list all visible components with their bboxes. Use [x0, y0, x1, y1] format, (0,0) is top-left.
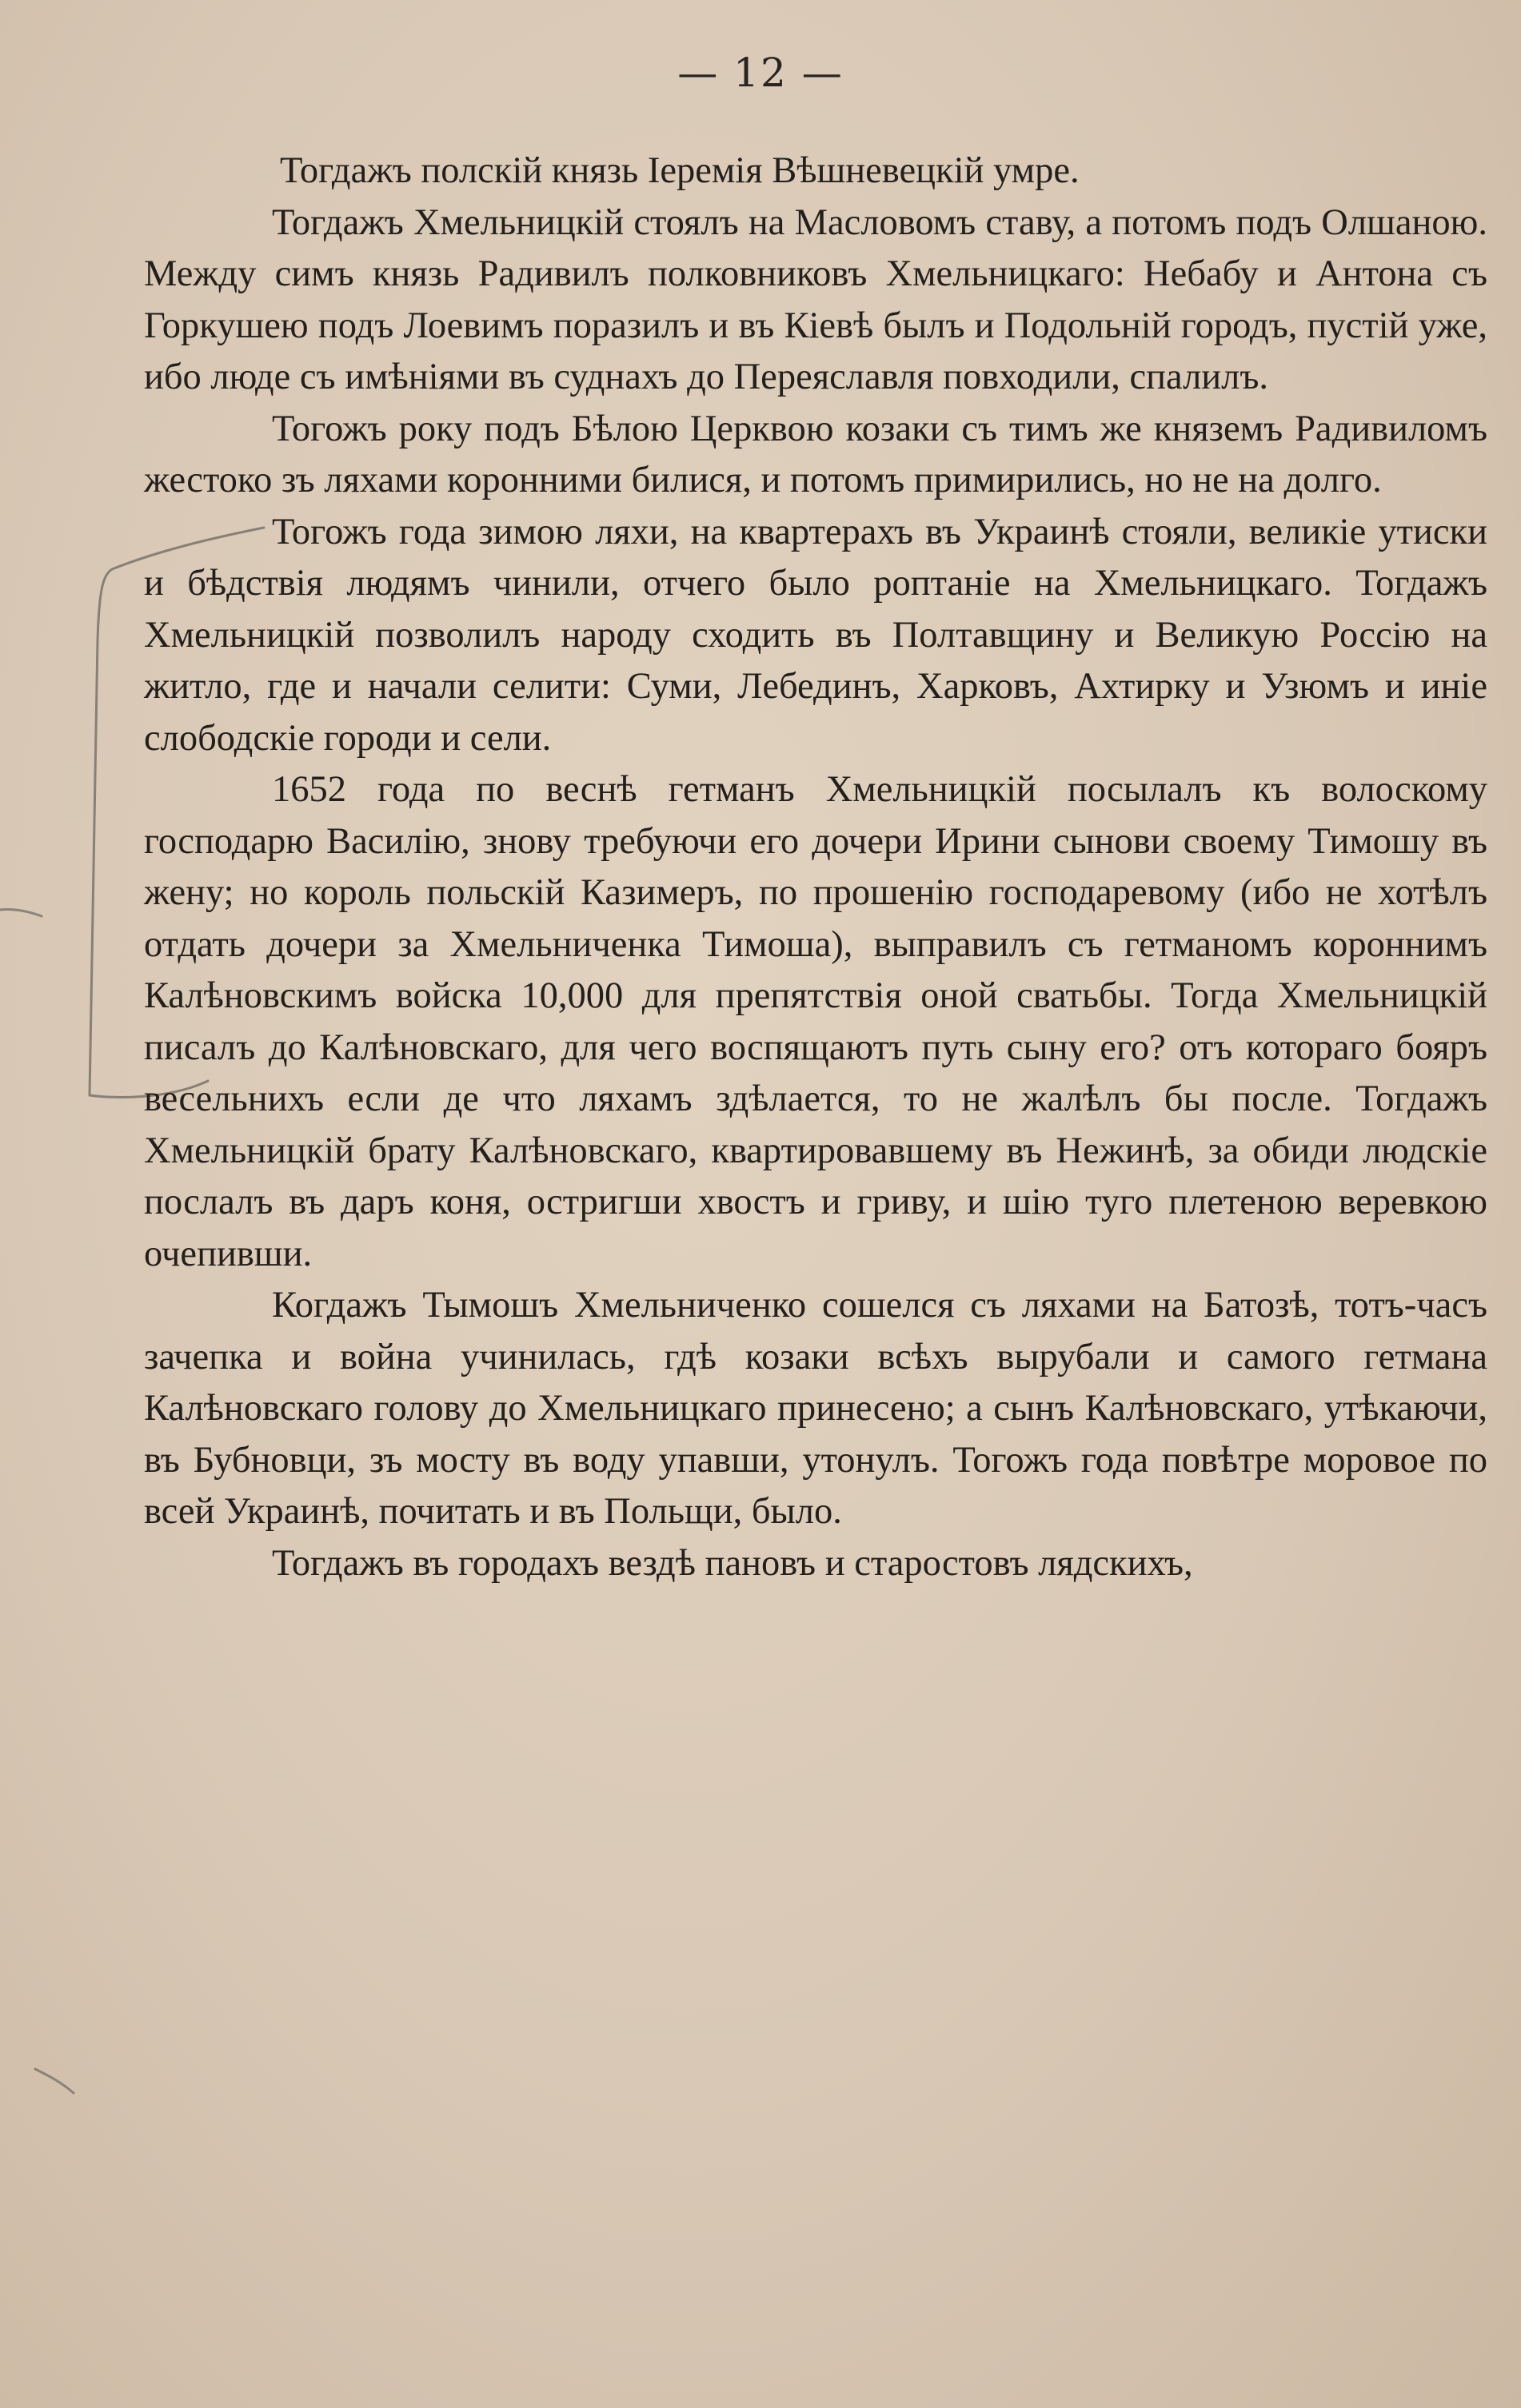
paragraph: Тогдажъ полскій князь Іеремія Вѣшневецкій умре. [280, 150, 1080, 191]
paragraph: Тогдажъ въ городахъ вездѣ пановъ и старостовъ лядскихъ, [272, 1542, 1193, 1584]
paragraph: Тогожъ года зимою ляхи, на квартерахъ въ Украинѣ стояли, великіе утиски и бѣдствія людямъ чинили, отчего было роптаніе на Хмельницкаго. Тогдажъ Хмельницкій позволилъ народу сходить въ Полтавщину и Великую Россію на житло, где и начали селити: Суми, Лебединъ, Харковъ, Ахтирку и Узюмъ и иніе слободскіе городи и сели. [144, 511, 1487, 759]
pencil-tick-mark [35, 2069, 74, 2093]
paragraph: Тогожъ року подъ Бѣлою Церквою козаки съ тимъ же княземъ Радивиломъ жестоко зъ ляхами коронними билися, и потомъ примирились, но не на долго. [144, 408, 1487, 500]
paragraph: Тогдажъ Хмельницкій стоялъ на Масловомъ ставу, а потомъ подъ Олшаною. Между симъ князь Радивилъ полковниковъ Хмельницкаго: Небабу и Антона съ Горкушею подъ Лоевимъ поразилъ и въ Кіевѣ былъ и Подольній городъ, пустій уже, ибо люде съ имѣніями въ суднахъ до Переяславля повходили, спалилъ. [144, 201, 1487, 397]
body-text [144, 146, 1487, 1589]
paragraph: Когдажъ Тымошъ Хмельниченко сошелся съ ляхами на Батозѣ, тотъ-часъ зачепка и война учинилась, гдѣ козаки всѣхъ вырубали и самого гетмана Калѣновскаго голову до Хмельницкаго принесено; а сынъ Калѣновскаго, утѣкаючи, въ Бубновци, зъ мосту въ воду упавши, утонулъ. Тогожъ года повѣтре моровое по всей Украинѣ, почитать и въ Польщи, было. [144, 1285, 1487, 1532]
paragraph: 1652 года по веснѣ гетманъ Хмельницкій посылалъ къ волоскому господарю Василію, знову требуючи его дочери Ирини сынови своему Тимошу въ жену; но король польскій Казимеръ, по прошенію господаревому (ибо не хотѣлъ отдать дочери за Хмельниченка Тимоша), выправилъ съ гетманомъ короннимъ Калѣновскимъ войска 10,000 для препятствія оной сватьбы. Тогда Хмельницкій писалъ до Калѣновскаго, для чего воспящаютъ путь сыну его? отъ котораго бояръ весельнихъ если де что ляхамъ здѣлается, то не жалѣлъ бы после. Тогдажъ Хмельницкій брату Калѣновскаго, квартировавшему въ Нежинѣ, за обиди людскіе послалъ въ даръ коня, остригши хвостъ и гриву, и шію туго плетеною веревкою очепивши. [144, 769, 1487, 1274]
page-number: — 12 — [677, 50, 844, 96]
pencil-dash-mark [0, 909, 42, 916]
